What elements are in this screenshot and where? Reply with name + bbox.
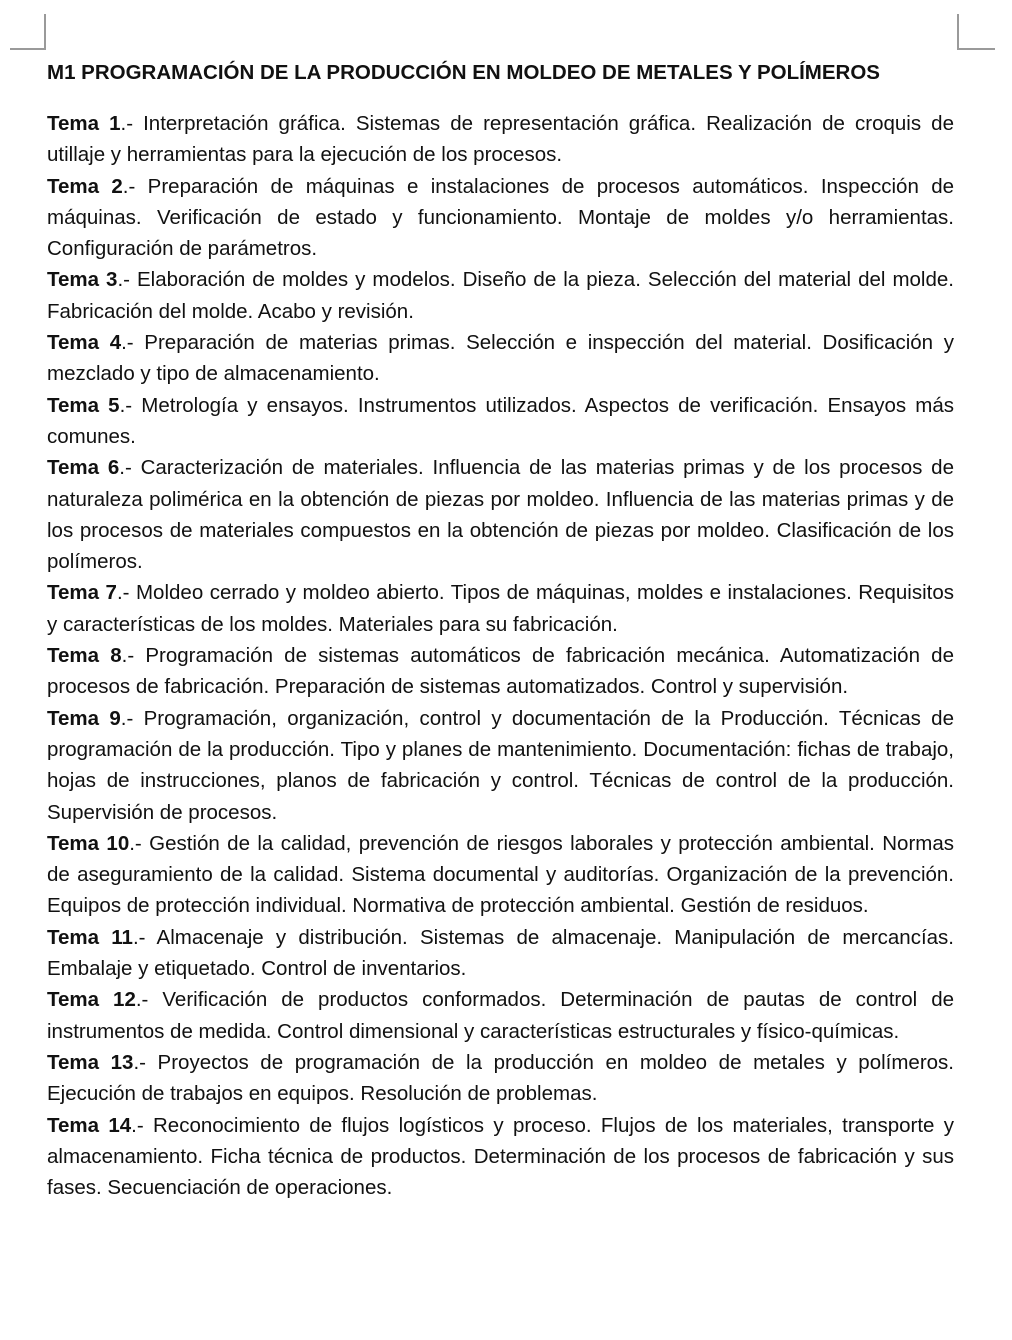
tema-5-label: Tema 5 bbox=[47, 393, 120, 417]
tema-9-text: .- Programación, organización, control y documentación de la Producción. Técnicas de programación de la producción. Tipo y planes de mantenimiento. Documentación: fichas de trabajo, hojas de instrucciones, planos de fabricación y control. Técnicas de control de la producción. Supervisión de procesos. bbox=[47, 706, 954, 824]
tema-8-text: .- Programación de sistemas automáticos de fabricación mecánica. Automatización de procesos de fabricación. Preparación de sistemas automatizados. Control y supervisión. bbox=[47, 644, 954, 699]
tema-6-text: .- Caracterización de materiales. Influencia de las materias primas y de los procesos de naturaleza polimérica en la obtención de piezas por moldeo. Influencia de las materias primas y de los procesos de materiales compuestos en la obtención de piezas por moldeo. Clasificación de los polímeros. bbox=[47, 456, 954, 574]
tema-1-text: .- Interpretación gráfica. Sistemas de representación gráfica. Realización de croquis de utillaje y herramientas para la ejecución de los procesos. bbox=[47, 112, 954, 167]
tema-3-text: .- Elaboración de moldes y modelos. Diseño de la pieza. Selección del material del molde. Fabricación del molde. Acabo y revisión. bbox=[47, 268, 954, 323]
tema-4-text: .- Preparación de materias primas. Selección e inspección del material. Dosificación y mezclado y tipo de almacenamiento. bbox=[47, 331, 954, 386]
tema-9-paragraph bbox=[47, 703, 954, 828]
tema-7-paragraph bbox=[47, 577, 954, 640]
tema-10-label: Tema 10 bbox=[47, 831, 130, 855]
tema-8-label: Tema 8 bbox=[47, 644, 122, 668]
tema-9-label: Tema 9 bbox=[47, 706, 121, 730]
tema-5-paragraph bbox=[47, 390, 954, 453]
tema-1-label: Tema 1 bbox=[47, 112, 121, 135]
tema-13-paragraph bbox=[47, 1047, 954, 1110]
tema-2-paragraph bbox=[47, 171, 954, 265]
tema-7-text: .- Moldeo cerrado y moldeo abierto. Tipos de máquinas, moldes e instalaciones. Requisitos y características de los moldes. Materiales para su fabricación. bbox=[47, 581, 954, 636]
tema-14-text: .- Reconocimiento de flujos logísticos y proceso. Flujos de los materiales, transporte y almacenamiento. Ficha técnica de productos. Determinación de los procesos de fabricación y sus fases. Secuenciación de operaciones. bbox=[47, 1113, 954, 1200]
tema-6-label: Tema 6 bbox=[47, 456, 120, 480]
tema-1-paragraph bbox=[47, 108, 954, 171]
tema-3-paragraph bbox=[47, 264, 954, 327]
tema-11-text: .- Almacenaje y distribución. Sistemas de almacenaje. Manipulación de mercancías. Embalaje y etiquetado. Control de inventarios. bbox=[47, 925, 954, 981]
document-body bbox=[47, 58, 954, 1203]
tema-4-label: Tema 4 bbox=[47, 331, 122, 355]
tema-7-label: Tema 7 bbox=[47, 581, 117, 605]
tema-11-paragraph bbox=[47, 922, 954, 985]
tema-14-label: Tema 14 bbox=[47, 1113, 132, 1137]
tema-13-label: Tema 13 bbox=[47, 1050, 134, 1074]
tema-2-text: .- Preparación de máquinas e instalaciones de procesos automáticos. Inspección de máquinas. Verificación de estado y funcionamiento. Montaje de moldes y/o herramientas. Configuración de parámetros. bbox=[47, 174, 954, 261]
tema-10-text: .- Gestión de la calidad, prevención de riesgos laborales y protección ambiental. Normas de aseguramiento de la calidad. Sistema documental y auditorías. Organización de la prevención. Equipos de protección individual. Normativa de protección ambiental. Gestión de residuos. bbox=[47, 831, 955, 918]
page-title: M1 PROGRAMACIÓN DE LA PRODUCCIÓN EN MOLDEO DE METALES Y POLÍMEROS bbox=[47, 61, 880, 84]
tema-3-label: Tema 3 bbox=[47, 268, 118, 292]
margin-corner-mark-left bbox=[10, 14, 46, 50]
tema-14-paragraph bbox=[47, 1110, 954, 1204]
tema-5-text: .- Metrología y ensayos. Instrumentos utilizados. Aspectos de verificación. Ensayos más comunes. bbox=[47, 393, 954, 448]
tema-12-paragraph bbox=[47, 984, 954, 1047]
tema-13-text: .- Proyectos de programación de la producción en moldeo de metales y polímeros. Ejecución de trabajos en equipos. Resolución de problemas. bbox=[47, 1050, 954, 1106]
tema-12-label: Tema 12 bbox=[47, 988, 136, 1012]
tema-4-paragraph bbox=[47, 327, 954, 390]
tema-12-text: .- Verificación de productos conformados. Determinación de pautas de control de instrumentos de medida. Control dimensional y características estructurales y físico-químicas. bbox=[47, 988, 955, 1043]
margin-corner-mark-right bbox=[957, 14, 995, 50]
tema-11-label: Tema 11 bbox=[47, 925, 133, 949]
tema-10-paragraph bbox=[47, 828, 954, 922]
tema-2-label: Tema 2 bbox=[47, 174, 123, 198]
tema-8-paragraph bbox=[47, 640, 954, 703]
tema-6-paragraph bbox=[47, 452, 954, 577]
